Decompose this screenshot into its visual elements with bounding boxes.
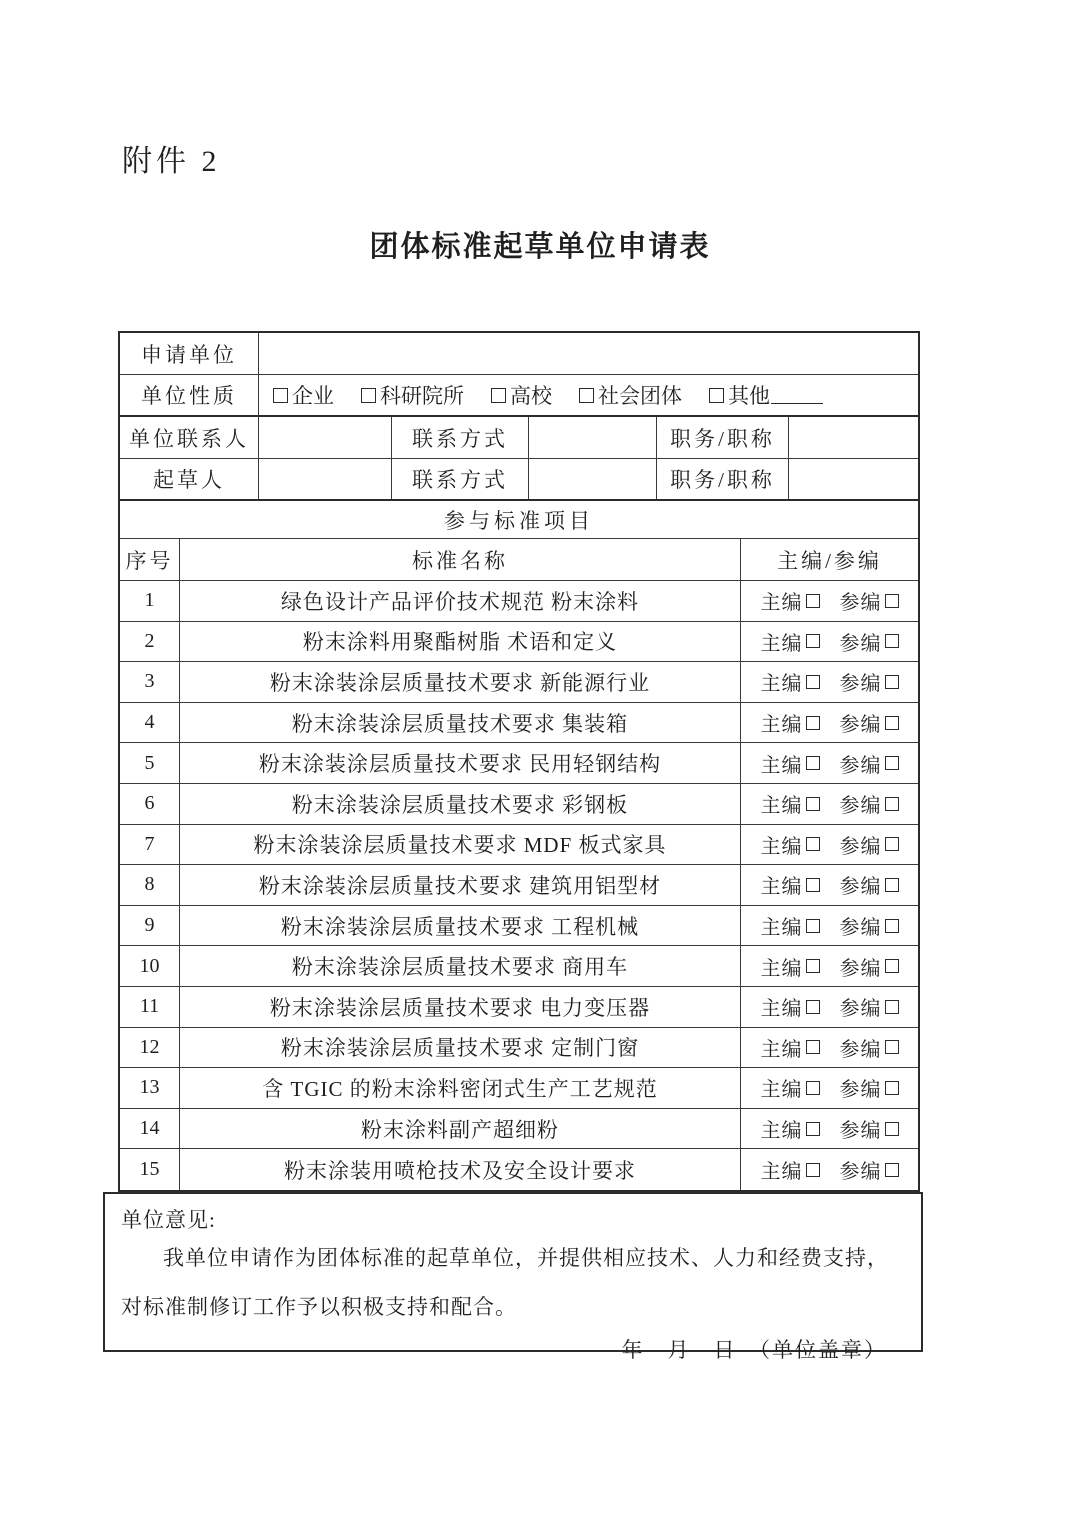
opinion-body-text: 我单位申请作为团体标准的起草单位，并提供相应技术、人力和经费支持，对标准制修订工作予以积极支持和配合。 xyxy=(121,1246,889,1319)
co-editor-checkbox-icon[interactable] xyxy=(885,797,899,811)
standard-role-cell xyxy=(741,784,918,824)
standard-row xyxy=(120,987,918,1028)
other-blank-line[interactable] xyxy=(771,386,823,404)
co-editor-label: 参编 xyxy=(839,754,882,777)
co-editor-label: 参编 xyxy=(839,835,882,858)
standard-role-cell xyxy=(741,581,918,621)
standard-name: 粉末涂装涂层质量技术要求 定制门窗 xyxy=(180,1028,741,1068)
standard-name: 含 TGIC 的粉末涂料密闭式生产工艺规范 xyxy=(180,1068,741,1108)
nature-option-4[interactable] xyxy=(579,380,682,410)
chief-editor-checkbox-icon[interactable] xyxy=(806,634,820,648)
drafter-position-input[interactable] xyxy=(789,459,918,499)
standard-row xyxy=(120,743,918,784)
chief-editor-option[interactable] xyxy=(761,1114,820,1143)
chief-editor-checkbox-icon[interactable] xyxy=(806,878,820,892)
chief-editor-option[interactable] xyxy=(761,1033,820,1062)
standard-row-number: 2 xyxy=(120,622,180,662)
chief-editor-label: 主编 xyxy=(760,632,803,655)
chief-editor-label: 主编 xyxy=(760,673,803,696)
unit-contact-position-label: 职务/职称 xyxy=(657,417,789,458)
chief-editor-checkbox-icon[interactable] xyxy=(806,1122,820,1136)
standard-name: 粉末涂装涂层质量技术要求 MDF 板式家具 xyxy=(180,825,741,865)
chief-editor-option[interactable] xyxy=(761,1155,820,1184)
checkbox-icon[interactable] xyxy=(709,388,724,403)
drafter-row xyxy=(120,459,918,501)
chief-editor-label: 主编 xyxy=(760,592,803,615)
standard-row-number: 12 xyxy=(120,1028,180,1068)
chief-editor-option[interactable] xyxy=(761,667,820,696)
chief-editor-label: 主编 xyxy=(760,1038,803,1061)
opinion-signature-line: 年 月 日 （单位盖章） xyxy=(621,1338,887,1362)
co-editor-checkbox-icon[interactable] xyxy=(885,756,899,770)
co-editor-checkbox-icon[interactable] xyxy=(885,594,899,608)
chief-editor-checkbox-icon[interactable] xyxy=(806,716,820,730)
standard-row xyxy=(120,662,918,703)
standard-row-number: 15 xyxy=(120,1149,180,1190)
column-header-role: 主编/参编 xyxy=(777,548,882,573)
co-editor-option[interactable] xyxy=(840,870,899,899)
chief-editor-option[interactable] xyxy=(761,708,820,737)
nature-option-label: 科研院所 xyxy=(380,384,464,408)
co-editor-checkbox-icon[interactable] xyxy=(885,837,899,851)
standard-row xyxy=(120,622,918,663)
standard-name: 粉末涂料用聚酯树脂 术语和定义 xyxy=(180,622,741,662)
standard-row xyxy=(120,865,918,906)
standard-row-number: 8 xyxy=(120,865,180,905)
co-editor-checkbox-icon[interactable] xyxy=(885,634,899,648)
standard-name: 粉末涂料副产超细粉 xyxy=(180,1109,741,1149)
unit-nature-label: 单位性质 xyxy=(120,375,259,415)
co-editor-label: 参编 xyxy=(839,876,882,899)
unit-contact-position-input[interactable] xyxy=(789,417,918,458)
chief-editor-checkbox-icon[interactable] xyxy=(806,919,820,933)
standard-role-cell xyxy=(741,1068,918,1108)
co-editor-label: 参编 xyxy=(839,1161,882,1184)
co-editor-checkbox-icon[interactable] xyxy=(885,1000,899,1014)
co-editor-label: 参编 xyxy=(839,1120,882,1143)
co-editor-option[interactable] xyxy=(840,1073,899,1102)
page-title: 团体标准起草单位申请表 xyxy=(369,231,711,263)
standard-row xyxy=(120,906,918,947)
chief-editor-option[interactable] xyxy=(761,911,820,940)
unit-contact-method-label: 联系方式 xyxy=(392,417,529,458)
opinion-section xyxy=(103,1192,923,1362)
co-editor-option[interactable] xyxy=(840,952,899,981)
drafter-contact-method-input[interactable] xyxy=(529,459,657,499)
co-editor-checkbox-icon[interactable] xyxy=(885,878,899,892)
unit-contact-name-input[interactable] xyxy=(259,417,392,458)
standard-row xyxy=(120,1109,918,1150)
standard-name: 粉末涂装涂层质量技术要求 工程机械 xyxy=(180,906,741,946)
co-editor-option[interactable] xyxy=(840,667,899,696)
standard-row-number: 7 xyxy=(120,825,180,865)
standard-role-cell xyxy=(741,1149,918,1190)
chief-editor-checkbox-icon[interactable] xyxy=(806,594,820,608)
standard-row-number: 5 xyxy=(120,743,180,783)
chief-editor-option[interactable] xyxy=(761,1073,820,1102)
chief-editor-label: 主编 xyxy=(760,754,803,777)
standard-row-number: 4 xyxy=(120,703,180,743)
co-editor-label: 参编 xyxy=(839,1038,882,1061)
co-editor-checkbox-icon[interactable] xyxy=(885,1122,899,1136)
checkbox-icon[interactable] xyxy=(361,388,376,403)
unit-nature-row xyxy=(120,375,918,417)
standards-header-row xyxy=(120,539,918,581)
co-editor-label: 参编 xyxy=(839,917,882,940)
chief-editor-checkbox-icon[interactable] xyxy=(806,1000,820,1014)
standard-row xyxy=(120,946,918,987)
standard-row-number: 3 xyxy=(120,662,180,702)
standard-role-cell xyxy=(741,743,918,783)
chief-editor-checkbox-icon[interactable] xyxy=(806,756,820,770)
section-header-row xyxy=(120,501,918,539)
chief-editor-option[interactable] xyxy=(761,586,820,615)
drafter-contact-method-label: 联系方式 xyxy=(392,459,529,499)
applicant-unit-row xyxy=(120,333,918,375)
co-editor-option[interactable] xyxy=(840,1033,899,1062)
standard-role-cell xyxy=(741,865,918,905)
co-editor-option[interactable] xyxy=(840,830,899,859)
standard-role-cell xyxy=(741,946,918,986)
chief-editor-label: 主编 xyxy=(760,835,803,858)
chief-editor-label: 主编 xyxy=(760,957,803,980)
chief-editor-checkbox-icon[interactable] xyxy=(806,1163,820,1177)
application-table xyxy=(118,331,920,1192)
opinion-label: 单位意见: xyxy=(121,1208,216,1232)
co-editor-checkbox-icon[interactable] xyxy=(885,1040,899,1054)
co-editor-label: 参编 xyxy=(839,673,882,696)
chief-editor-label: 主编 xyxy=(760,917,803,940)
standard-role-cell xyxy=(741,987,918,1027)
standard-row xyxy=(120,825,918,866)
standard-row xyxy=(120,1068,918,1109)
standard-row-number: 1 xyxy=(120,581,180,621)
attachment-label: 附件 2 xyxy=(122,145,221,178)
co-editor-label: 参编 xyxy=(839,795,882,818)
chief-editor-option[interactable] xyxy=(761,830,820,859)
standard-role-cell xyxy=(741,662,918,702)
standards-body xyxy=(120,581,918,1190)
chief-editor-option[interactable] xyxy=(761,749,820,778)
chief-editor-checkbox-icon[interactable] xyxy=(806,797,820,811)
chief-editor-option[interactable] xyxy=(761,992,820,1021)
nature-option-1[interactable] xyxy=(273,380,334,410)
standard-row xyxy=(120,581,918,622)
co-editor-option[interactable] xyxy=(840,992,899,1021)
chief-editor-label: 主编 xyxy=(760,1120,803,1143)
chief-editor-label: 主编 xyxy=(760,714,803,737)
co-editor-checkbox-icon[interactable] xyxy=(885,919,899,933)
co-editor-checkbox-icon[interactable] xyxy=(885,1081,899,1095)
co-editor-label: 参编 xyxy=(839,714,882,737)
co-editor-label: 参编 xyxy=(839,957,882,980)
co-editor-checkbox-icon[interactable] xyxy=(885,959,899,973)
chief-editor-checkbox-icon[interactable] xyxy=(806,837,820,851)
chief-editor-label: 主编 xyxy=(760,1079,803,1102)
checkbox-icon[interactable] xyxy=(579,388,594,403)
standard-name: 粉末涂装涂层质量技术要求 民用轻钢结构 xyxy=(180,743,741,783)
standard-role-cell xyxy=(741,1109,918,1149)
drafter-name-input[interactable] xyxy=(259,459,392,499)
nature-option-label: 高校 xyxy=(510,384,552,408)
co-editor-option[interactable] xyxy=(840,911,899,940)
standard-row-number: 11 xyxy=(120,987,180,1027)
chief-editor-label: 主编 xyxy=(760,876,803,899)
nature-option-2[interactable] xyxy=(361,380,464,410)
applicant-unit-label: 申请单位 xyxy=(120,333,259,374)
co-editor-option[interactable] xyxy=(840,627,899,656)
nature-option-label: 其他 xyxy=(728,384,770,408)
unit-contact-label: 单位联系人 xyxy=(120,417,259,458)
standard-row xyxy=(120,784,918,825)
nature-option-5[interactable] xyxy=(709,380,823,410)
co-editor-option[interactable] xyxy=(840,1155,899,1184)
unit-contact-row xyxy=(120,417,918,459)
checkbox-icon[interactable] xyxy=(491,388,506,403)
nature-option-label: 社会团体 xyxy=(598,384,682,408)
column-header-no: 序号 xyxy=(120,539,180,580)
chief-editor-option[interactable] xyxy=(761,789,820,818)
co-editor-option[interactable] xyxy=(840,586,899,615)
drafter-label: 起草人 xyxy=(120,459,259,499)
standard-row-number: 9 xyxy=(120,906,180,946)
co-editor-label: 参编 xyxy=(839,632,882,655)
co-editor-label: 参编 xyxy=(839,592,882,615)
chief-editor-checkbox-icon[interactable] xyxy=(806,959,820,973)
co-editor-label: 参编 xyxy=(839,1079,882,1102)
standard-row-number: 13 xyxy=(120,1068,180,1108)
standard-name: 粉末涂装用喷枪技术及安全设计要求 xyxy=(180,1149,741,1190)
drafter-position-label: 职务/职称 xyxy=(657,459,789,499)
section-header-title: 参与标准项目 xyxy=(444,508,594,533)
standard-role-cell xyxy=(741,622,918,662)
unit-nature-options xyxy=(259,375,918,415)
chief-editor-label: 主编 xyxy=(760,1161,803,1184)
standard-name: 粉末涂装涂层质量技术要求 商用车 xyxy=(180,946,741,986)
nature-option-3[interactable] xyxy=(491,380,552,410)
standard-row-number: 6 xyxy=(120,784,180,824)
chief-editor-checkbox-icon[interactable] xyxy=(806,675,820,689)
co-editor-checkbox-icon[interactable] xyxy=(885,675,899,689)
standard-row-number: 10 xyxy=(120,946,180,986)
standard-name: 绿色设计产品评价技术规范 粉末涂料 xyxy=(180,581,741,621)
standard-name: 粉末涂装涂层质量技术要求 集装箱 xyxy=(180,703,741,743)
standard-row xyxy=(120,1028,918,1069)
standard-role-cell xyxy=(741,825,918,865)
standard-row xyxy=(120,1149,918,1190)
chief-editor-option[interactable] xyxy=(761,627,820,656)
chief-editor-option[interactable] xyxy=(761,952,820,981)
applicant-unit-input[interactable] xyxy=(259,333,918,374)
chief-editor-label: 主编 xyxy=(760,795,803,818)
standard-row xyxy=(120,703,918,744)
standard-role-cell xyxy=(741,703,918,743)
standard-row-number: 14 xyxy=(120,1109,180,1149)
chief-editor-option[interactable] xyxy=(761,870,820,899)
column-header-name: 标准名称 xyxy=(180,539,741,580)
chief-editor-checkbox-icon[interactable] xyxy=(806,1040,820,1054)
co-editor-option[interactable] xyxy=(840,708,899,737)
co-editor-option[interactable] xyxy=(840,1114,899,1143)
standard-role-cell xyxy=(741,906,918,946)
checkbox-icon[interactable] xyxy=(273,388,288,403)
co-editor-checkbox-icon[interactable] xyxy=(885,716,899,730)
co-editor-option[interactable] xyxy=(840,749,899,778)
nature-option-label: 企业 xyxy=(292,384,334,408)
standard-name: 粉末涂装涂层质量技术要求 彩钢板 xyxy=(180,784,741,824)
co-editor-option[interactable] xyxy=(840,789,899,818)
standard-name: 粉末涂装涂层质量技术要求 新能源行业 xyxy=(180,662,741,702)
standard-name: 粉末涂装涂层质量技术要求 建筑用铝型材 xyxy=(180,865,741,905)
standard-role-cell xyxy=(741,1028,918,1068)
chief-editor-checkbox-icon[interactable] xyxy=(806,1081,820,1095)
co-editor-label: 参编 xyxy=(839,998,882,1021)
standard-name: 粉末涂装涂层质量技术要求 电力变压器 xyxy=(180,987,741,1027)
unit-contact-method-input[interactable] xyxy=(529,417,657,458)
chief-editor-label: 主编 xyxy=(760,998,803,1021)
co-editor-checkbox-icon[interactable] xyxy=(885,1163,899,1177)
